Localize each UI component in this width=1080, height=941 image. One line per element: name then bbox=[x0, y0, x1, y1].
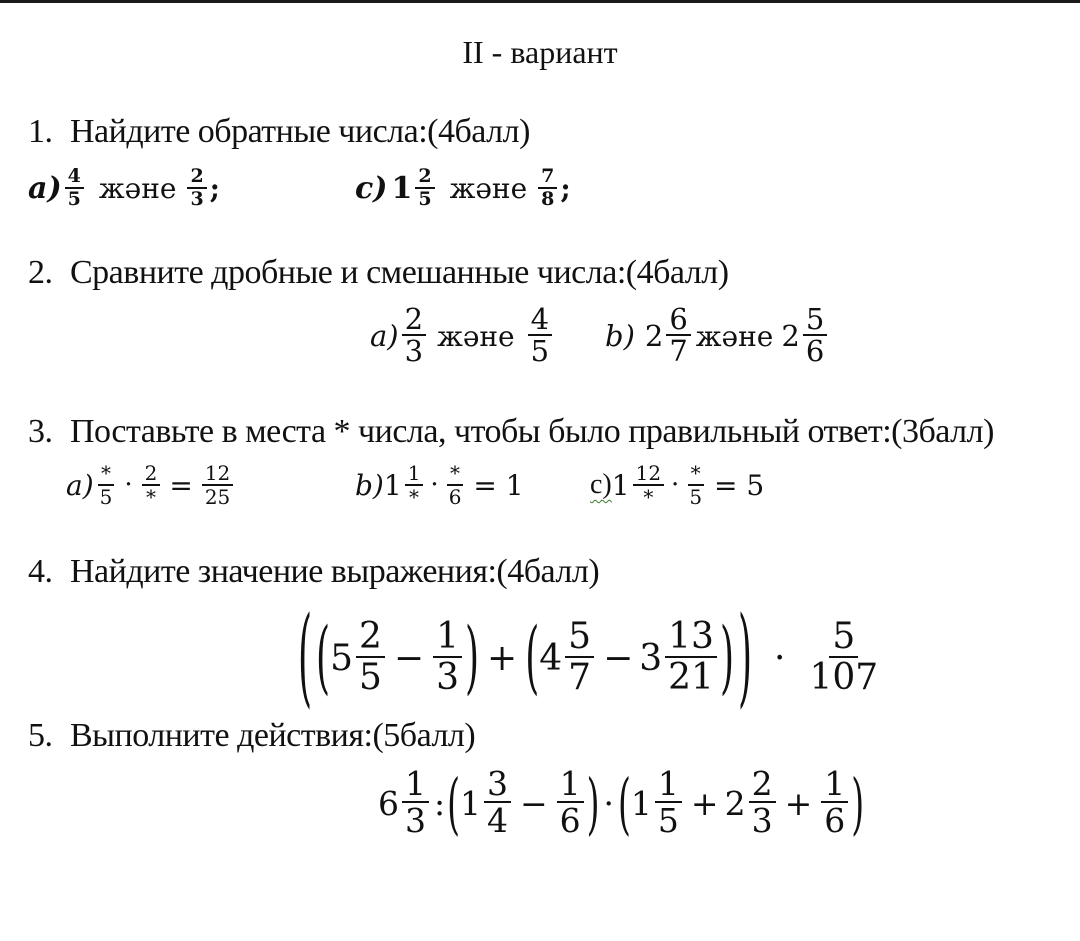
numerator: 13 bbox=[665, 618, 717, 658]
fraction bbox=[528, 301, 552, 369]
outer-right-paren: ) bbox=[738, 596, 753, 720]
numerator: 2 bbox=[356, 618, 385, 658]
fraction bbox=[807, 618, 882, 697]
right-paren: ) bbox=[851, 764, 865, 842]
task-2-part-a bbox=[370, 294, 555, 378]
task-number: 4. bbox=[28, 553, 53, 590]
minus-operator: − bbox=[603, 637, 634, 679]
fraction bbox=[356, 618, 385, 697]
whole-number: 1 bbox=[391, 170, 413, 206]
numerator: 12 bbox=[202, 463, 233, 486]
multiply-operator: · bbox=[774, 637, 786, 679]
multiply-operator: · bbox=[124, 470, 133, 500]
part-label: a) bbox=[28, 170, 62, 206]
semicolon: ; bbox=[560, 171, 571, 205]
denominator: 4 bbox=[487, 801, 508, 841]
fraction bbox=[821, 763, 848, 841]
task-3-part-b bbox=[355, 452, 524, 518]
task-1-heading bbox=[28, 113, 530, 151]
task-number: 3. bbox=[28, 413, 53, 450]
minus-operator: − bbox=[393, 637, 425, 679]
denominator: * bbox=[145, 484, 156, 509]
part-label: c) bbox=[355, 170, 388, 206]
denominator: 3 bbox=[751, 801, 773, 841]
denominator: 21 bbox=[668, 657, 714, 699]
task-1-part-a bbox=[28, 156, 220, 220]
fraction bbox=[749, 763, 776, 841]
denominator: 5 bbox=[530, 334, 550, 369]
numerator: 7 bbox=[538, 167, 557, 189]
fraction bbox=[665, 618, 717, 697]
denominator: 25 bbox=[204, 484, 231, 509]
denominator: 5 bbox=[657, 801, 679, 841]
denominator: * bbox=[643, 484, 654, 509]
conjunction-word: және bbox=[437, 319, 515, 353]
left-paren: ( bbox=[316, 612, 331, 704]
numerator: 2 bbox=[402, 304, 426, 336]
left-paren: ( bbox=[618, 764, 631, 842]
task-1-part-c bbox=[355, 156, 571, 220]
page-title: II - вариант bbox=[462, 34, 618, 70]
task-4-expression bbox=[298, 598, 884, 718]
denominator: 3 bbox=[404, 334, 424, 369]
task-number: 5. bbox=[28, 717, 53, 754]
denominator: 3 bbox=[436, 657, 459, 699]
fraction bbox=[187, 164, 206, 210]
right-paren: ) bbox=[719, 612, 734, 704]
task-text: Найдите обратные числа:(4балл) bbox=[70, 113, 530, 150]
whole-number: 1 bbox=[611, 468, 630, 502]
fraction bbox=[686, 460, 705, 509]
denominator: 7 bbox=[568, 657, 592, 699]
task-2-heading bbox=[28, 254, 729, 292]
denominator: 5 bbox=[99, 484, 113, 509]
fraction bbox=[565, 618, 594, 697]
fraction bbox=[65, 164, 84, 210]
right-paren: ) bbox=[586, 764, 600, 842]
fraction bbox=[666, 301, 690, 369]
numerator: 2 bbox=[415, 167, 434, 189]
denominator: 5 bbox=[359, 657, 382, 699]
fraction bbox=[538, 164, 557, 210]
whole-number: 1 bbox=[460, 783, 481, 823]
conjunction-word: және bbox=[695, 319, 774, 353]
divide-operator: : bbox=[434, 783, 446, 823]
fraction bbox=[402, 763, 429, 841]
task-3-part-c bbox=[590, 452, 764, 518]
numerator: 5 bbox=[565, 618, 594, 658]
numerator: 1 bbox=[821, 767, 848, 804]
denominator: 3 bbox=[190, 187, 204, 210]
task-text: Найдите значение выражения:(4балл) bbox=[70, 553, 600, 590]
task-text: Поставьте в места * числа, чтобы было правильный ответ:(3балл) bbox=[70, 413, 994, 450]
numerator: 2 bbox=[187, 167, 206, 189]
fraction bbox=[402, 301, 426, 369]
numerator: * bbox=[98, 463, 114, 486]
fraction bbox=[202, 460, 233, 509]
semicolon: ; bbox=[209, 171, 221, 205]
denominator: 6 bbox=[824, 801, 846, 841]
numerator: 12 bbox=[633, 463, 664, 486]
right-paren: ) bbox=[464, 612, 480, 704]
denominator: 7 bbox=[669, 334, 688, 369]
fraction bbox=[405, 460, 424, 509]
equals-result: = 5 bbox=[714, 468, 765, 502]
fraction bbox=[446, 460, 465, 509]
part-label: b) bbox=[605, 319, 635, 353]
plus-operator: + bbox=[690, 783, 719, 823]
numerator: 4 bbox=[65, 167, 84, 189]
task-5-heading bbox=[28, 717, 475, 755]
minus-operator: − bbox=[520, 783, 548, 823]
numerator: 1 bbox=[405, 463, 424, 486]
conjunction-word: және bbox=[449, 171, 528, 205]
numerator: 5 bbox=[829, 618, 858, 658]
numerator: 5 bbox=[803, 304, 827, 336]
task-4-heading bbox=[28, 553, 599, 591]
numerator: 6 bbox=[666, 304, 690, 336]
fraction bbox=[415, 164, 434, 210]
denominator: 5 bbox=[67, 187, 81, 210]
top-border-line bbox=[0, 0, 1080, 3]
task-text: Сравните дробные и смешанные числа:(4балл) bbox=[70, 254, 729, 291]
plus-operator: + bbox=[487, 637, 518, 679]
numerator: * bbox=[688, 463, 704, 486]
denominator: * bbox=[409, 484, 420, 509]
fraction bbox=[433, 618, 462, 697]
multiply-operator: · bbox=[430, 470, 439, 500]
denominator: 3 bbox=[405, 801, 426, 841]
whole-number: 6 bbox=[378, 783, 399, 823]
outer-left-paren: ( bbox=[298, 596, 313, 720]
numerator: * bbox=[447, 463, 463, 486]
denominator: 6 bbox=[448, 484, 462, 509]
numerator: 1 bbox=[655, 767, 682, 804]
numerator: 1 bbox=[433, 618, 462, 658]
fraction bbox=[655, 763, 682, 841]
task-number: 1. bbox=[28, 113, 53, 150]
task-5-expression bbox=[378, 760, 864, 846]
numerator: 2 bbox=[749, 767, 776, 804]
fraction bbox=[97, 460, 116, 509]
part-label: c) bbox=[590, 469, 612, 500]
whole-number: 1 bbox=[383, 468, 402, 502]
denominator: 6 bbox=[805, 334, 825, 369]
plus-operator: + bbox=[784, 783, 813, 823]
whole-number: 2 bbox=[781, 319, 800, 353]
left-paren: ( bbox=[525, 612, 540, 704]
fraction bbox=[484, 763, 511, 841]
numerator: 3 bbox=[484, 767, 511, 804]
part-label: b) bbox=[355, 468, 384, 502]
part-label: a) bbox=[370, 319, 399, 353]
fraction bbox=[557, 763, 584, 841]
numerator: 1 bbox=[402, 767, 429, 804]
numerator: 4 bbox=[528, 304, 552, 336]
denominator: 5 bbox=[418, 187, 432, 210]
equals-result: = 1 bbox=[473, 468, 524, 502]
whole-number: 4 bbox=[539, 637, 563, 679]
task-3-heading bbox=[28, 413, 994, 451]
denominator: 8 bbox=[541, 187, 555, 210]
whole-number: 2 bbox=[724, 783, 746, 823]
whole-number: 1 bbox=[630, 783, 652, 823]
left-paren: ( bbox=[447, 764, 460, 842]
conjunction-word: және bbox=[98, 171, 177, 205]
task-text: Выполните действия:(5балл) bbox=[70, 717, 476, 754]
fraction bbox=[633, 460, 664, 509]
denominator: 5 bbox=[689, 484, 703, 509]
multiply-operator: · bbox=[671, 470, 680, 500]
fraction bbox=[803, 301, 827, 369]
equals-sign: = bbox=[169, 468, 193, 502]
multiply-operator: · bbox=[603, 783, 615, 823]
part-label: a) bbox=[66, 468, 94, 502]
whole-number: 2 bbox=[644, 319, 664, 353]
whole-number: 5 bbox=[330, 637, 353, 679]
denominator: 107 bbox=[809, 657, 879, 699]
numerator: 1 bbox=[557, 767, 584, 804]
whole-number: 3 bbox=[639, 637, 663, 679]
task-3-part-a bbox=[66, 452, 236, 518]
task-2-part-b bbox=[605, 294, 830, 378]
task-number: 2. bbox=[28, 254, 53, 291]
numerator: 2 bbox=[142, 463, 161, 486]
fraction bbox=[142, 460, 161, 509]
denominator: 6 bbox=[559, 801, 581, 841]
